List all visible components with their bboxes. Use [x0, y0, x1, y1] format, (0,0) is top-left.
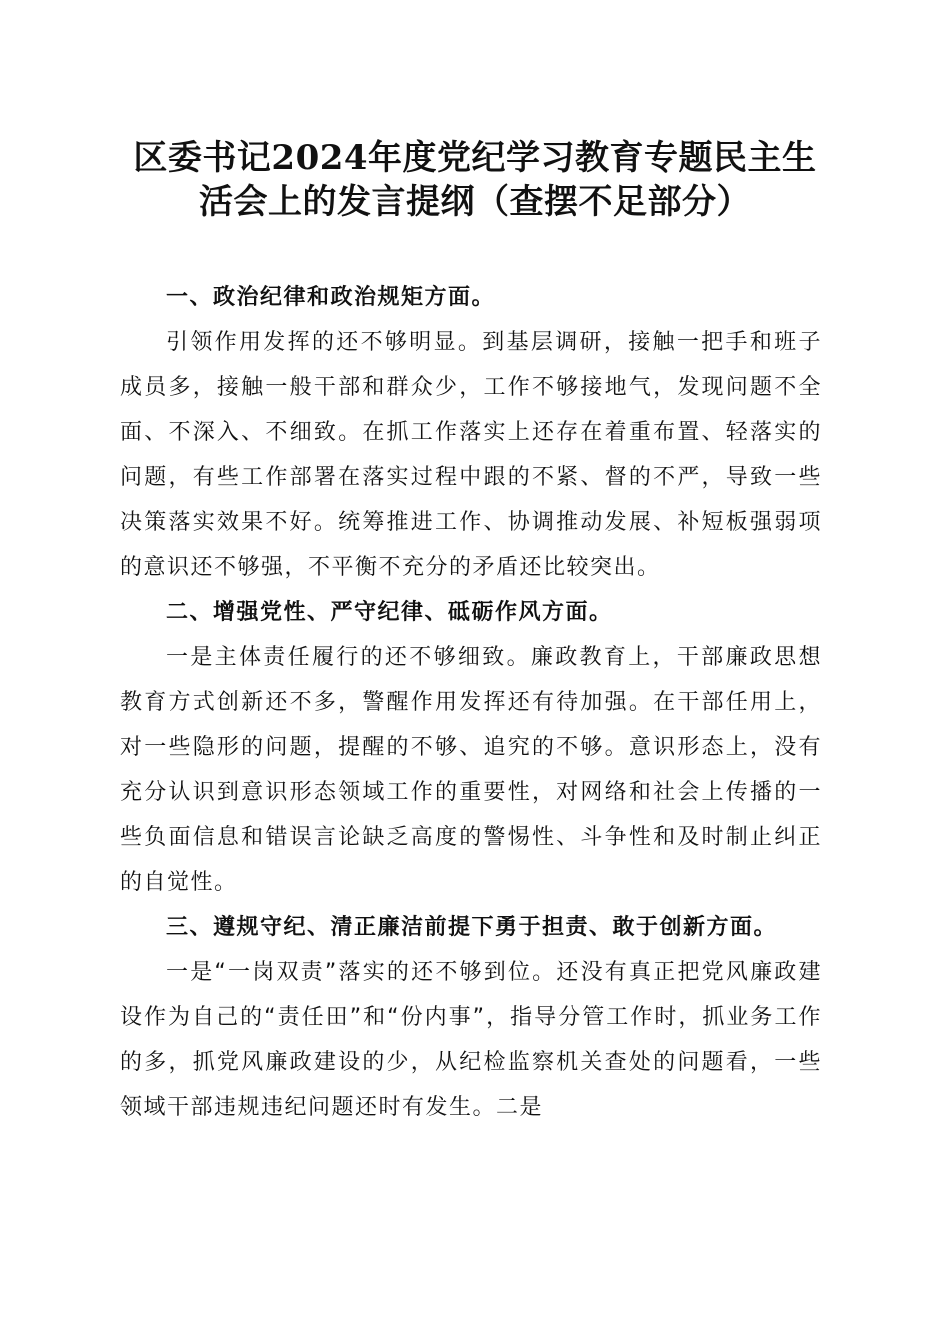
document-title: [100, 136, 850, 224]
section-heading-2: 二、增强党性、严守纪律、砥砺作风方面。: [166, 600, 613, 625]
section-paragraph-2: 一是主体责任履行的还不够细致。廉政教育上，干部廉政思想教育方式创新还不多，警醒作用发挥还有待加强。在干部任用上，对一些隐形的问题，提醒的不够、追究的不够。意识形态上，没有充分认识到意识形态领域工作的重要性，对网络和社会上传播的一些负面信息和错误言论缺乏高度的警惕性、斗争性和及时制止纠正的自觉性。: [120, 645, 822, 895]
document-body: [120, 275, 822, 1130]
section-paragraph-3: 一是“一岗双责”落实的还不够到位。还没有真正把党风廉政建设作为自己的“责任田”和“份内事”，指导分管工作时，抓业务工作的多，抓党风廉政建设的少，从纪检监察机关查处的问题看，一些领域干部违规违纪问题还时有发生。二是: [120, 960, 822, 1120]
title-line-1: 区委书记2024年度党纪学习教育专题民主生: [133, 138, 817, 178]
section-heading-3: 三、遵规守纪、清正廉洁前提下勇于担责、敢于创新方面。: [166, 915, 778, 940]
section-heading-1: 一、政治纪律和政治规矩方面。: [166, 285, 496, 310]
title-line-2: 活会上的发言提纲（查摆不足部分）: [199, 182, 751, 222]
section-paragraph-1: 引领作用发挥的还不够明显。到基层调研，接触一把手和班子成员多，接触一般干部和群众少，工作不够接地气，发现问题不全面、不深入、不细致。在抓工作落实上还存在着重布置、轻落实的问题，有些工作部署在落实过程中跟的不紧、督的不严，导致一些决策落实效果不好。统筹推进工作、协调推动发展、补短板强弱项的意识还不够强，不平衡不充分的矛盾还比较突出。: [120, 330, 822, 580]
